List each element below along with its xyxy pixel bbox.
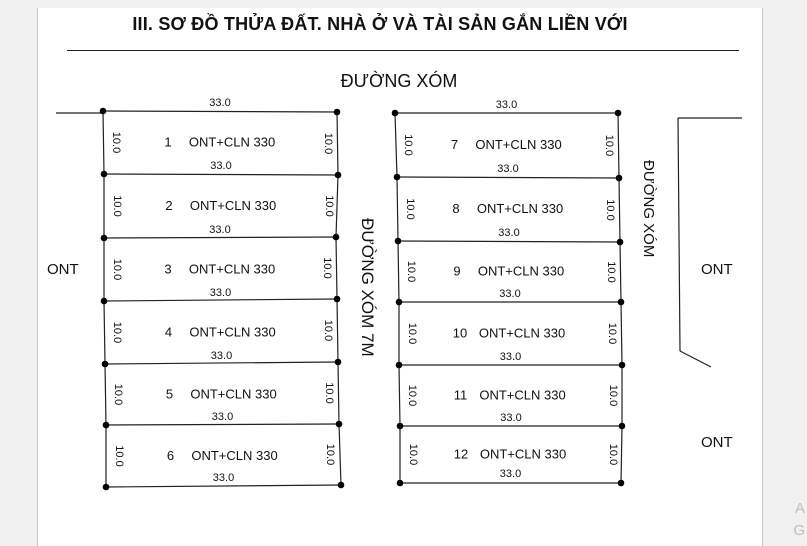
plot-boundary-vertical — [618, 113, 619, 178]
plot-land-use-label: ONT+CLN 330 — [476, 201, 564, 216]
road-label-middle: ĐƯỜNG XÓM 7M — [358, 218, 377, 357]
plot-land-use-label: ONT+CLN 330 — [189, 198, 277, 213]
width-dimension-label: 33.0 — [210, 160, 232, 172]
plot-land-use-label: ONT+CLN 330 — [189, 324, 276, 340]
plot-number: 6 — [166, 448, 175, 463]
plot-boundary-horizontal — [106, 485, 341, 487]
width-dimension-label: 33.0 — [499, 288, 521, 300]
plot-boundary-horizontal — [105, 362, 338, 364]
width-dimension-label: 33.0 — [211, 411, 234, 423]
plot-boundary-vertical — [621, 426, 622, 483]
corner-marker — [618, 480, 625, 487]
plot-number: 5 — [165, 386, 174, 402]
corner-marker — [396, 362, 403, 369]
watermark-letter: A — [794, 500, 805, 517]
corner-marker — [394, 174, 401, 181]
plot-boundary-vertical — [339, 424, 341, 485]
width-dimension-label: 33.0 — [500, 412, 522, 424]
plot-boundary-vertical — [397, 177, 398, 241]
corner-marker — [338, 482, 345, 489]
corner-marker — [334, 296, 341, 303]
plot-boundary-vertical — [399, 365, 400, 426]
plot-land-use-label: ONT+CLN 330 — [478, 325, 566, 341]
plot-land-use-label: ONT+CLN 330 — [475, 137, 562, 152]
corner-marker — [619, 362, 626, 369]
plot-land-use-label: ONT+CLN 330 — [188, 134, 276, 150]
plot-boundary-vertical — [620, 242, 621, 302]
plot-boundary-horizontal — [103, 111, 337, 112]
plot-boundary-vertical — [619, 178, 620, 242]
depth-dimension-label: 10.0 — [406, 322, 418, 345]
plot-boundary-horizontal — [397, 177, 619, 178]
depth-dimension-label: 10.0 — [407, 443, 419, 466]
corner-marker — [392, 110, 399, 117]
depth-dimension-label: 10.0 — [603, 134, 615, 157]
corner-marker — [102, 361, 109, 368]
plot-boundary-vertical — [105, 364, 106, 425]
plot-boundary-vertical — [338, 362, 339, 424]
plot-land-use-label: ONT+CLN 330 — [190, 386, 277, 402]
width-dimension-label: 33.0 — [209, 287, 232, 299]
corner-marker — [103, 422, 110, 429]
diagram-labels — [47, 70, 733, 484]
plot-number: 12 — [453, 446, 469, 462]
corner-marker — [103, 484, 110, 491]
plot-boundary-vertical — [336, 237, 337, 299]
plot-number: 11 — [453, 387, 468, 403]
road-edge-line — [680, 351, 711, 367]
depth-dimension-label: 10.0 — [406, 384, 418, 407]
plot-boundary-vertical — [104, 301, 105, 364]
corner-marker — [395, 238, 402, 245]
plot-boundary-vertical — [337, 112, 338, 175]
depth-dimension-label: 10.0 — [112, 383, 124, 406]
plot-boundary-vertical — [621, 302, 622, 365]
width-dimension-label: 33.0 — [212, 472, 235, 484]
depth-dimension-label: 10.0 — [111, 321, 123, 344]
depth-dimension-label: 10.0 — [606, 322, 618, 345]
plot-number: 4 — [164, 324, 173, 340]
plot-boundary-horizontal — [104, 237, 336, 238]
width-dimension-label: 33.0 — [497, 163, 519, 175]
depth-dimension-label: 10.0 — [113, 445, 125, 467]
depth-dimension-label: 10.0 — [605, 261, 617, 283]
corner-marker — [101, 235, 108, 242]
depth-dimension-label: 10.0 — [607, 443, 619, 466]
width-dimension-label: 33.0 — [210, 350, 233, 362]
depth-dimension-label: 10.0 — [324, 443, 336, 466]
plot-boundary-horizontal — [106, 424, 339, 425]
depth-dimension-label: 10.0 — [604, 199, 616, 221]
corner-marker — [101, 171, 108, 178]
page-title: III. SƠ ĐỒ THỬA ĐẤT. NHÀ Ở VÀ TÀI SẢN GẮN LIỀN VỚI — [132, 14, 628, 34]
plot-boundary-vertical — [337, 299, 338, 362]
depth-dimension-label: 10.0 — [111, 258, 123, 281]
plot-land-use-label: ONT+CLN 330 — [188, 261, 276, 277]
depth-dimension-label: 10.0 — [404, 198, 416, 220]
plot-boundary-vertical — [395, 113, 397, 177]
corner-marker — [335, 172, 342, 179]
plot-boundary-vertical — [103, 111, 104, 174]
depth-dimension-label: 10.0 — [321, 257, 333, 279]
corner-marker — [100, 108, 107, 115]
plot-number: 3 — [164, 261, 172, 277]
corner-marker — [335, 359, 342, 366]
road-label-top: ĐƯỜNG XÓM — [340, 71, 458, 91]
depth-dimension-label: 10.0 — [323, 382, 335, 404]
width-dimension-label: 33.0 — [209, 224, 231, 236]
plot-boundary-vertical — [336, 175, 338, 237]
corner-marker — [397, 480, 404, 487]
plot-boundary-horizontal — [104, 174, 338, 175]
plot-boundary-horizontal — [398, 241, 620, 242]
depth-dimension-label: 10.0 — [322, 319, 334, 342]
depth-dimension-label: 10.0 — [402, 134, 414, 156]
plot-land-use-label: ONT+CLN 330 — [191, 448, 278, 463]
depth-dimension-label: 10.0 — [111, 195, 123, 217]
depth-dimension-label: 10.0 — [405, 260, 417, 283]
plot-number: 7 — [450, 137, 459, 152]
width-dimension-label: 33.0 — [495, 99, 518, 111]
plot-boundary-vertical — [398, 241, 399, 302]
depth-dimension-label: 10.0 — [322, 132, 334, 155]
width-dimension-label: 33.0 — [498, 227, 520, 239]
plot-number: 10 — [452, 325, 468, 341]
road-label-right: ĐƯỜNG XÓM — [640, 160, 657, 258]
neighbor-label-left: ONT — [47, 261, 79, 278]
corner-marker — [334, 109, 341, 116]
plot-land-use-label: ONT+CLN 330 — [477, 263, 565, 279]
road-edge-line — [678, 118, 680, 351]
plot-number: 9 — [453, 263, 461, 279]
corner-marker — [396, 299, 403, 306]
corner-marker — [618, 299, 625, 306]
corner-marker — [101, 298, 108, 305]
neighbor-label-right-top: ONT — [701, 261, 733, 278]
width-dimension-label: 33.0 — [209, 97, 231, 109]
plot-number: 1 — [164, 134, 172, 150]
plot-number: 2 — [165, 198, 173, 213]
corner-marker — [397, 423, 404, 430]
plot-number: 8 — [452, 201, 460, 216]
corner-marker — [615, 110, 622, 117]
watermark-letter: G — [793, 522, 805, 539]
width-dimension-label: 33.0 — [499, 468, 522, 480]
corner-marker — [617, 239, 624, 246]
depth-dimension-label: 10.0 — [607, 384, 619, 407]
corner-marker — [616, 175, 623, 182]
corner-marker — [333, 234, 340, 241]
width-dimension-label: 33.0 — [499, 351, 522, 363]
depth-dimension-label: 10.0 — [323, 195, 335, 217]
plot-land-use-label: ONT+CLN 330 — [479, 387, 566, 403]
neighbor-label-right-bottom: ONT — [701, 434, 733, 451]
plot-land-use-label: ONT+CLN 330 — [479, 446, 567, 462]
plot-boundary-horizontal — [104, 299, 337, 301]
depth-dimension-label: 10.0 — [110, 131, 122, 154]
corner-marker — [619, 423, 626, 430]
corner-marker — [336, 421, 343, 428]
